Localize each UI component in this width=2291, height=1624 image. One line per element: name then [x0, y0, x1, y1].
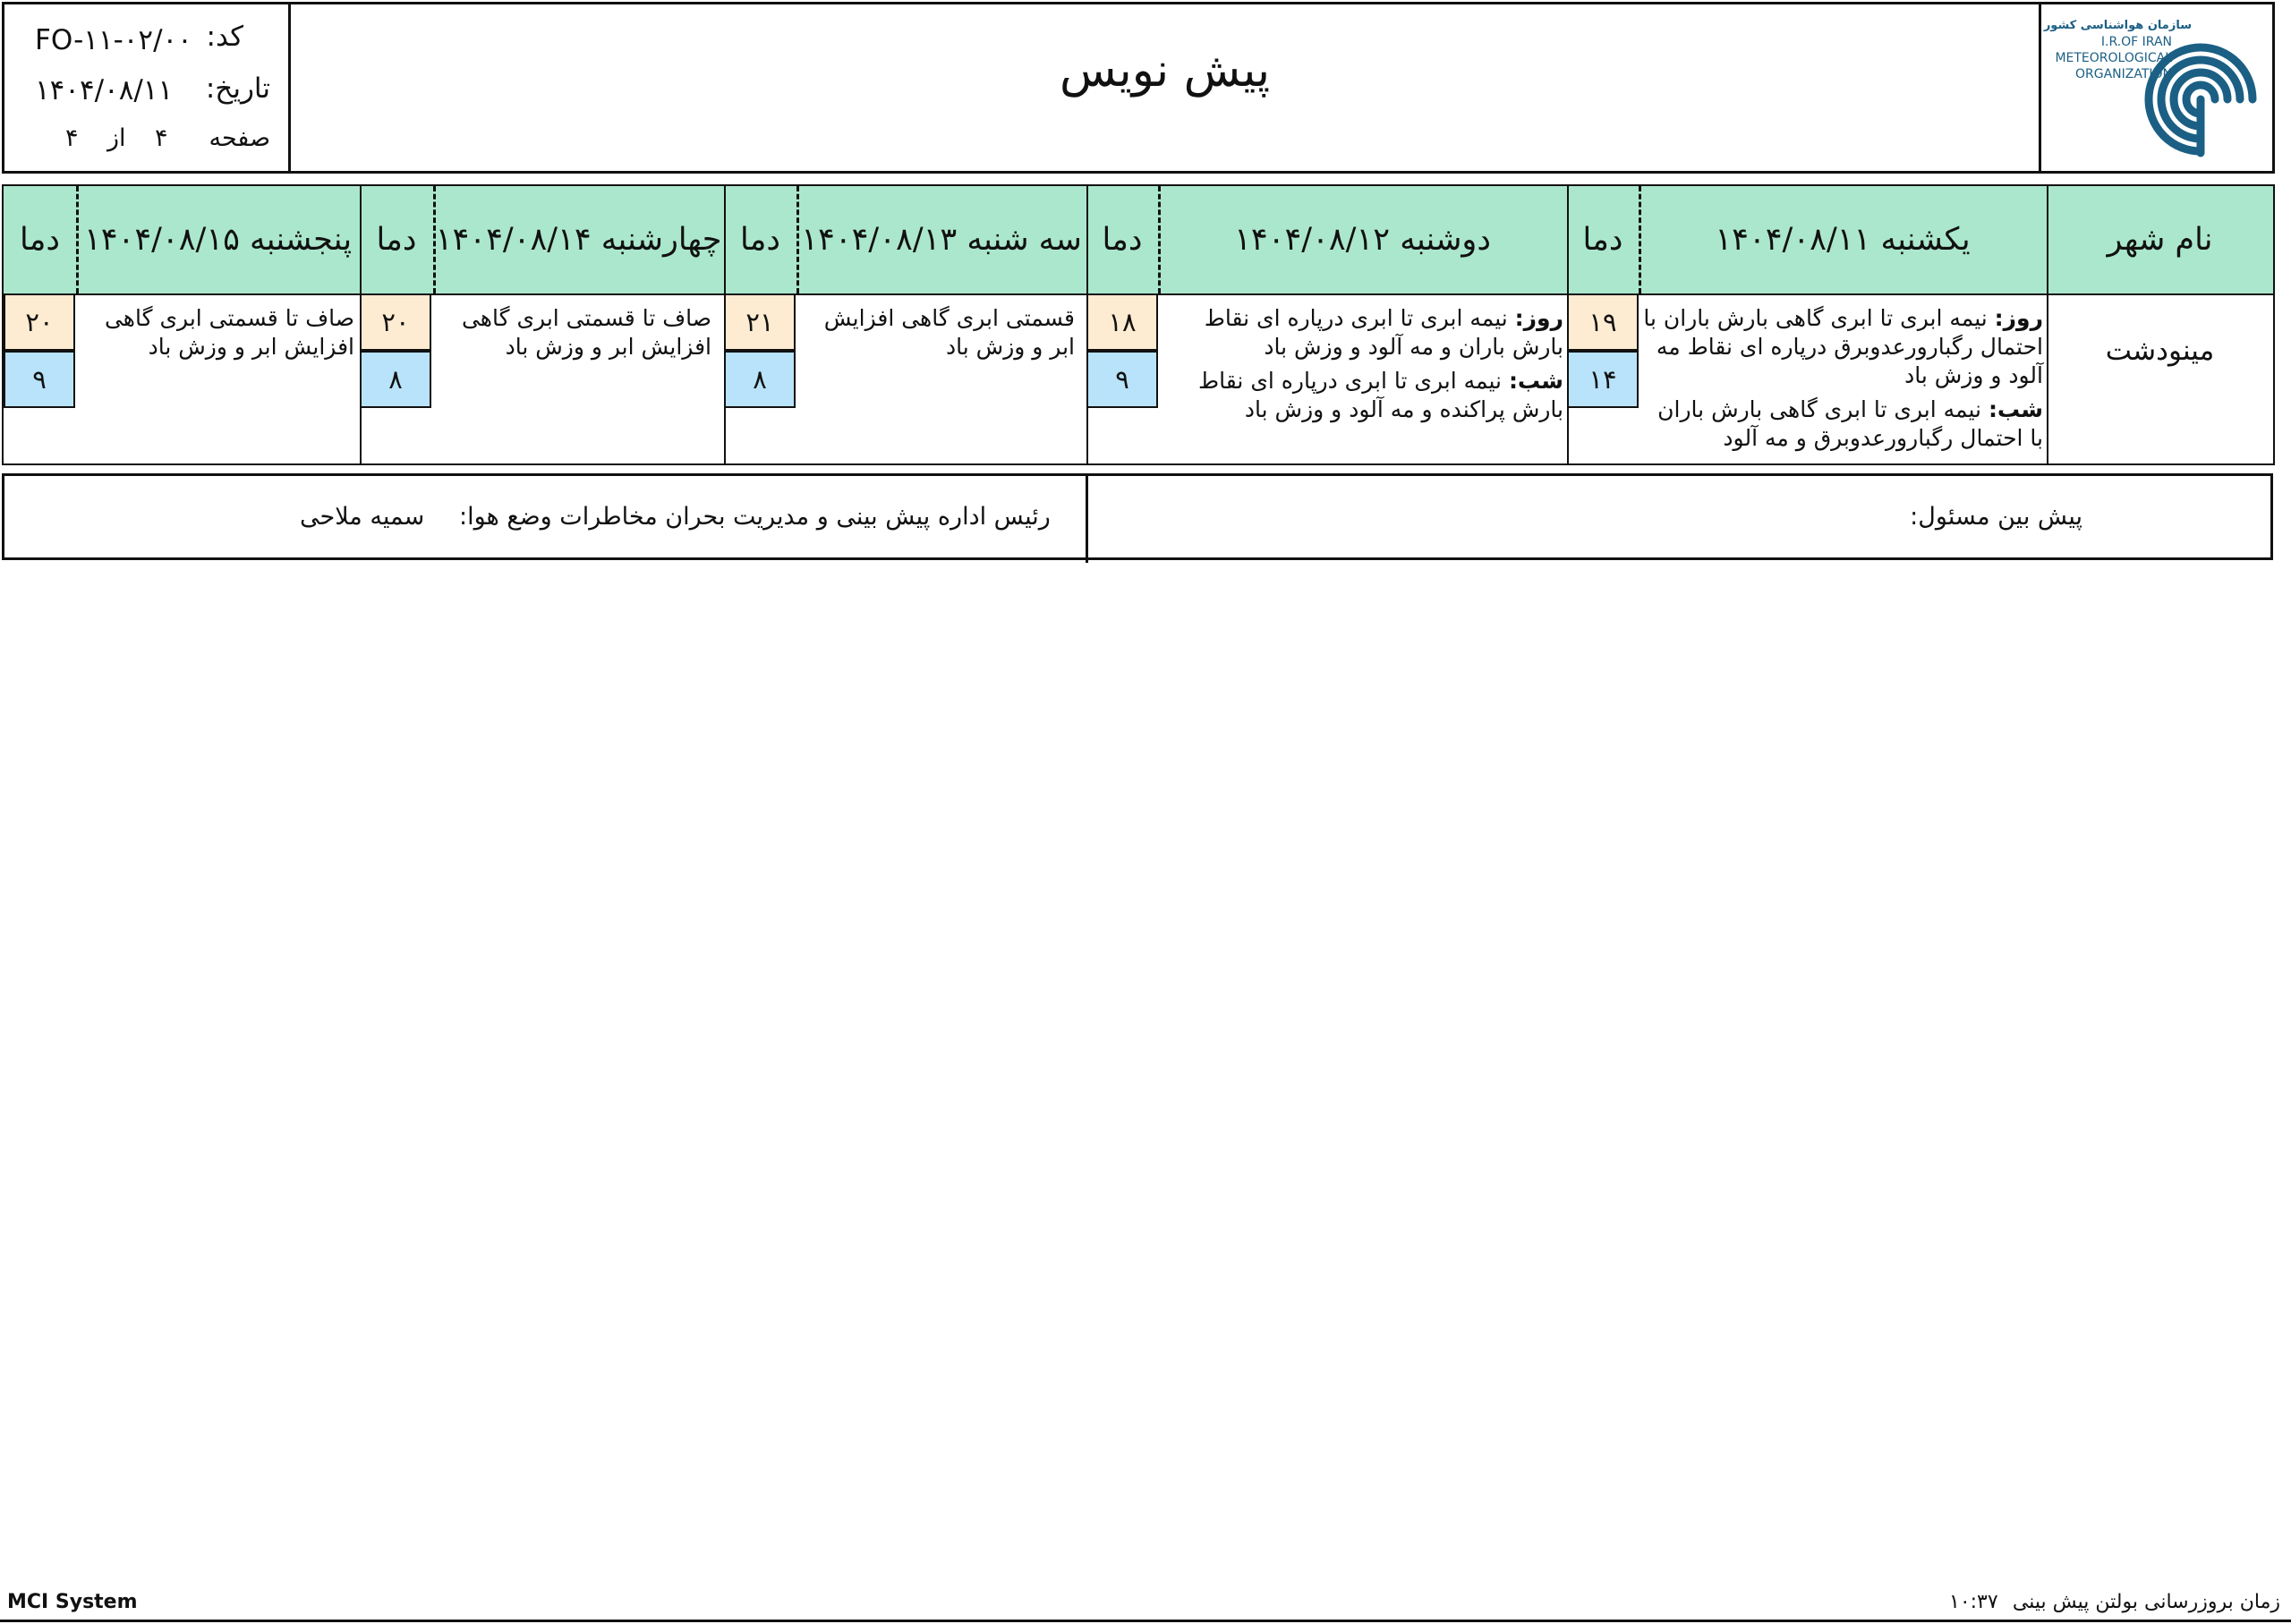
- page-label: صفحه: [209, 124, 270, 152]
- min-temp-3: ۸: [724, 351, 796, 408]
- max-temp-5: ۲۰: [4, 293, 75, 351]
- max-temp-1: ۱۹: [1567, 293, 1639, 351]
- logo-text-line2: I.R.OF IRAN: [2100, 35, 2172, 49]
- forecast-day-1: [1643, 304, 2043, 453]
- day-label: روز:: [1994, 305, 2043, 331]
- date-label: تاریخ:: [205, 72, 270, 105]
- code-label: کد:: [206, 21, 243, 53]
- footer-rule: [0, 1620, 2291, 1622]
- min-temp-1: ۱۴: [1567, 351, 1639, 408]
- night-text: نیمه ابری تا ابری گاهی بارش باران با احتمال رگبارورعدوبرق و مه آلود: [1657, 396, 2043, 451]
- department-head-label: رئیس اداره پیش بینی و مدیریت بحران مخاطرات وضع هوا:: [459, 503, 1051, 531]
- day-header-4: چهارشنبه ۱۴۰۴/۰۸/۱۴: [433, 186, 724, 293]
- logo-cell: [2039, 4, 2272, 171]
- temp-header-5: دما: [4, 186, 76, 293]
- forecast-day-2: [1163, 304, 1563, 424]
- forecaster-label: پیش بین مسئول:: [1910, 503, 2082, 531]
- page-current: ۴: [155, 124, 168, 152]
- page-of: از: [107, 124, 126, 152]
- night-label: شب:: [1508, 368, 1563, 394]
- day-text: نیمه ابری تا ابری گاهی بارش باران با احتمال رگبارورعدوبرق درپاره ای نقاط مه آلود و وزش باد: [1643, 305, 2043, 388]
- logo-text-line3: METEOROLOGICAL: [2055, 51, 2172, 65]
- signature-divider: [1086, 476, 1088, 563]
- temp-header-1: دما: [1567, 186, 1639, 293]
- dashed-divider: [433, 186, 436, 293]
- page-title: پیش نویس: [1059, 44, 1271, 98]
- update-label: زمان بروزرسانی بولتن پیش بینی: [2012, 1591, 2280, 1613]
- night-text: نیمه ابری تا ابری درپاره ای نقاط بارش پراکنده و مه آلود و وزش باد: [1198, 368, 1563, 422]
- city-column-header: نام شهر: [2047, 186, 2273, 293]
- dashed-divider: [796, 186, 799, 293]
- system-name: MCI System: [7, 1591, 138, 1613]
- temp-header-4: دما: [360, 186, 433, 293]
- min-temp-5: ۹: [4, 351, 75, 408]
- title-cell: [288, 4, 2041, 171]
- logo-text-farsi: سازمان هواشناسی کشور: [2043, 19, 2192, 32]
- min-temp-2: ۹: [1086, 351, 1158, 408]
- forecast-day-4: صاف تا قسمتی ابری گاهی افزایش ابر و وزش باد: [461, 305, 711, 360]
- document-info: [4, 4, 291, 171]
- logo-text-line4: ORGANIZATION: [2074, 67, 2172, 81]
- temp-header-3: دما: [724, 186, 796, 293]
- department-head-name: سمیه ملاحی: [300, 503, 425, 531]
- max-temp-3: ۲۱: [724, 293, 796, 351]
- dashed-divider: [1639, 186, 1641, 293]
- min-temp-4: ۸: [360, 351, 431, 408]
- day-text: نیمه ابری تا ابری درپاره ای نقاط بارش باران و مه آلود و وزش باد: [1204, 305, 1563, 360]
- temp-header-2: دما: [1086, 186, 1158, 293]
- max-temp-2: ۱۸: [1086, 293, 1158, 351]
- day-header-5: پنجشنبه ۱۴۰۴/۰۸/۱۵: [76, 186, 360, 293]
- date-value: ۱۴۰۴/۰۸/۱۱: [35, 74, 174, 106]
- page-total: ۴: [65, 124, 79, 152]
- day-header-2: دوشنبه ۱۴۰۴/۰۸/۱۲: [1158, 186, 1567, 293]
- night-label: شب:: [1988, 396, 2043, 422]
- forecast-day-3: قسمتی ابری گاهی افزایش ابر و وزش باد: [823, 305, 1075, 360]
- dashed-divider: [1158, 186, 1161, 293]
- update-time: ۱۰:۳۷: [1949, 1591, 1998, 1613]
- day-label: روز:: [1514, 305, 1563, 331]
- day-header-1: یکشنبه ۱۴۰۴/۰۸/۱۱: [1639, 186, 2047, 293]
- city-name: مینودشت: [2105, 335, 2215, 367]
- code-value: FO-۱۱-۰۲/۰۰: [35, 24, 192, 56]
- dashed-divider: [76, 186, 79, 293]
- max-temp-4: ۲۰: [360, 293, 431, 351]
- forecast-table: [2, 184, 2275, 465]
- column-divider: [2047, 186, 2048, 463]
- document-header: [2, 2, 2275, 174]
- day-header-3: سه شنبه ۱۴۰۴/۰۸/۱۳: [796, 186, 1086, 293]
- forecast-day-5: صاف تا قسمتی ابری گاهی افزایش ابر و وزش باد: [104, 305, 354, 360]
- signature-table: [2, 473, 2273, 560]
